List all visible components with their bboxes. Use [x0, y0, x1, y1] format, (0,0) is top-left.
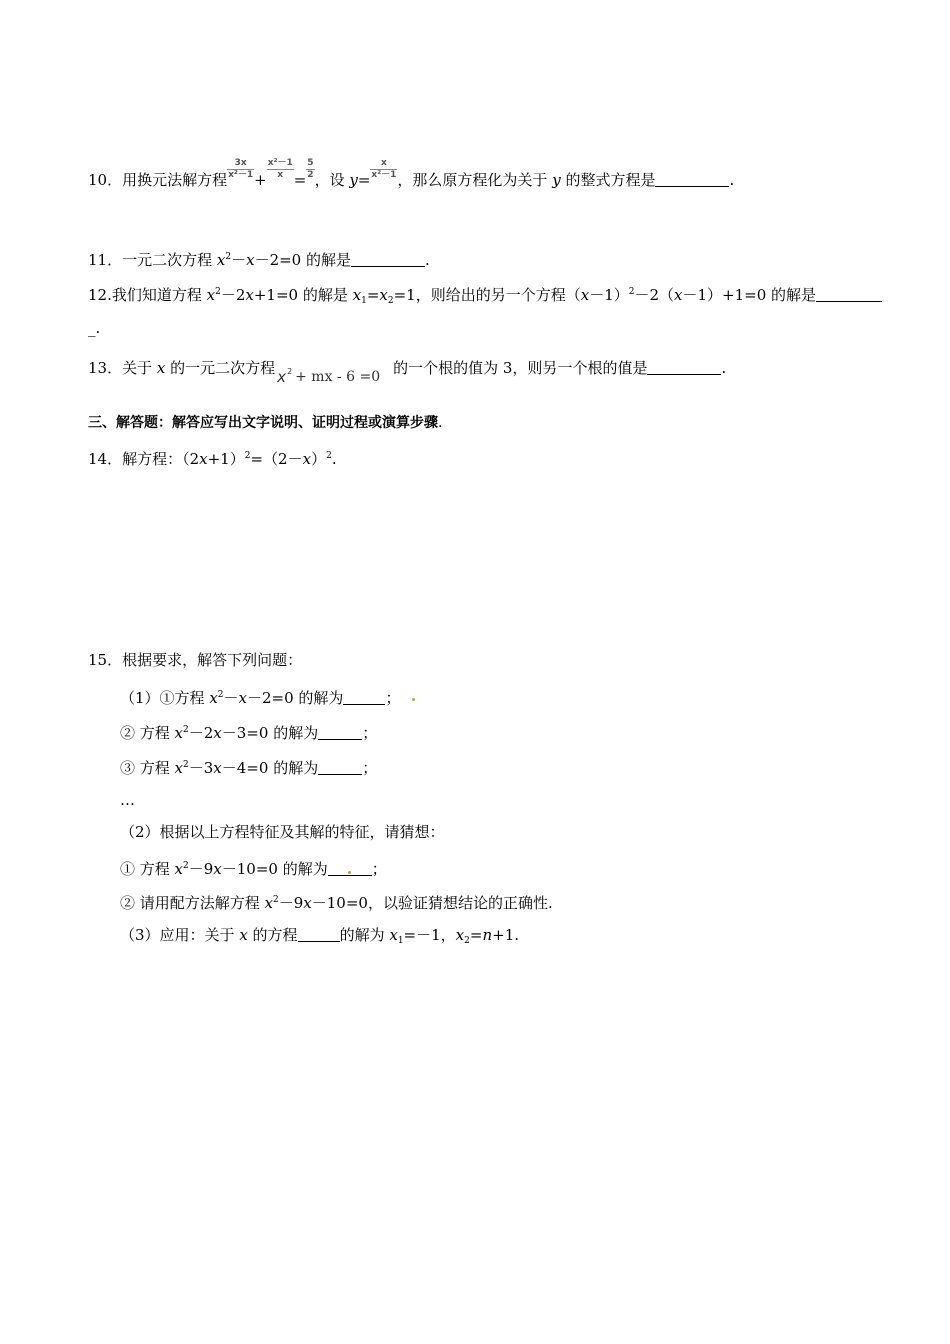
q15-part1-item2: ② 方程 $x^2-2x-3=0$ 的解为 ； [120, 724, 378, 742]
question-number: 13． [88, 359, 123, 377]
q15-part2-item1: ① 方程 $x^2-9x-10=0$ 的解为 ； [120, 860, 387, 878]
question-number: 10． [88, 171, 123, 189]
answer-blank[interactable] [343, 690, 385, 705]
question-15: 15．根据要求，解答下列问题： [88, 651, 303, 669]
answer-blank[interactable] [655, 172, 729, 187]
question-12-continuation: _. [88, 319, 101, 337]
equation-image: x 2 + mx - 6 =0 [277, 367, 381, 386]
answer-blank[interactable] [816, 287, 882, 302]
question-10: 10．用换元法解方程 $\frac{3x}{\text{x²－1}}$ + $\frac{\text{x²－1}}{x}$ = $\frac{5}{2}$ ，设 y= $\frac{x}{\text{x²－1}}$ ，那么原方程化为关于 y 的整式方程是 . [88, 158, 735, 189]
q15-part1-item3: ③ 方程 $x^2-3x-4=0$ 的解为 ； [120, 759, 378, 777]
section-heading: 三、解答题：解答应写出文字说明、证明过程或演算步骤. [88, 415, 443, 431]
question-number: 11． [88, 251, 123, 269]
fraction-x-over-x2-1: $\frac{x}{\text{x²－1}}$ [371, 158, 397, 180]
fraction-3x: $\frac{3x}{\text{x²－1}}$ [228, 158, 254, 180]
question-number: 12. [88, 286, 112, 304]
answer-blank[interactable] [318, 725, 362, 740]
question-12: 12.我们知道方程 $x^2-2x+1=0$ 的解是 $x_1=x_2=1$，则给出的另一个方程$(x-1)^2-2(x-1)+1=0$ 的解是 [88, 282, 882, 311]
fraction-5-2: $\frac{5}{2}$ [307, 158, 314, 180]
answer-blank[interactable] [351, 252, 425, 267]
ellipsis: … [120, 791, 135, 809]
question-11: 11．一元二次方程 $x^2-x-2=0$ 的解是 . [88, 251, 430, 269]
question-number: 15． [88, 651, 123, 669]
q15-part3: （3）应用：关于 x 的方程 的解为 $x_1=-1$，$x_2=n+1$. [120, 926, 520, 946]
mark-dot [348, 871, 351, 874]
question-number: 14． [88, 450, 123, 468]
q15-part1-item1: （1）①方程 $x^2-x-2=0$ 的解为 ； [120, 685, 415, 708]
answer-blank[interactable] [328, 861, 372, 876]
mark-dot [412, 698, 415, 701]
q15-part2-heading: （2）根据以上方程特征及其解的特征，请猜想： [120, 823, 445, 841]
q15-part2-item2: ② 请用配方法解方程 $x^2-9x-10=0$，以验证猜想结论的正确性. [120, 894, 553, 912]
answer-blank[interactable] [647, 360, 721, 375]
question-14: 14．解方程：$(2x+1)^2=(2-x)^2$. [88, 450, 337, 468]
answer-blank[interactable] [318, 760, 362, 775]
question-13: 13．关于 x 的一元二次方程 x 2 + mx - 6 =0 的一个根的值为 3，则另一个根的值是 . [88, 353, 726, 387]
fraction-x2-1-over-x: $\frac{\text{x²－1}}{x}$ [267, 158, 293, 180]
answer-blank[interactable] [298, 927, 340, 942]
